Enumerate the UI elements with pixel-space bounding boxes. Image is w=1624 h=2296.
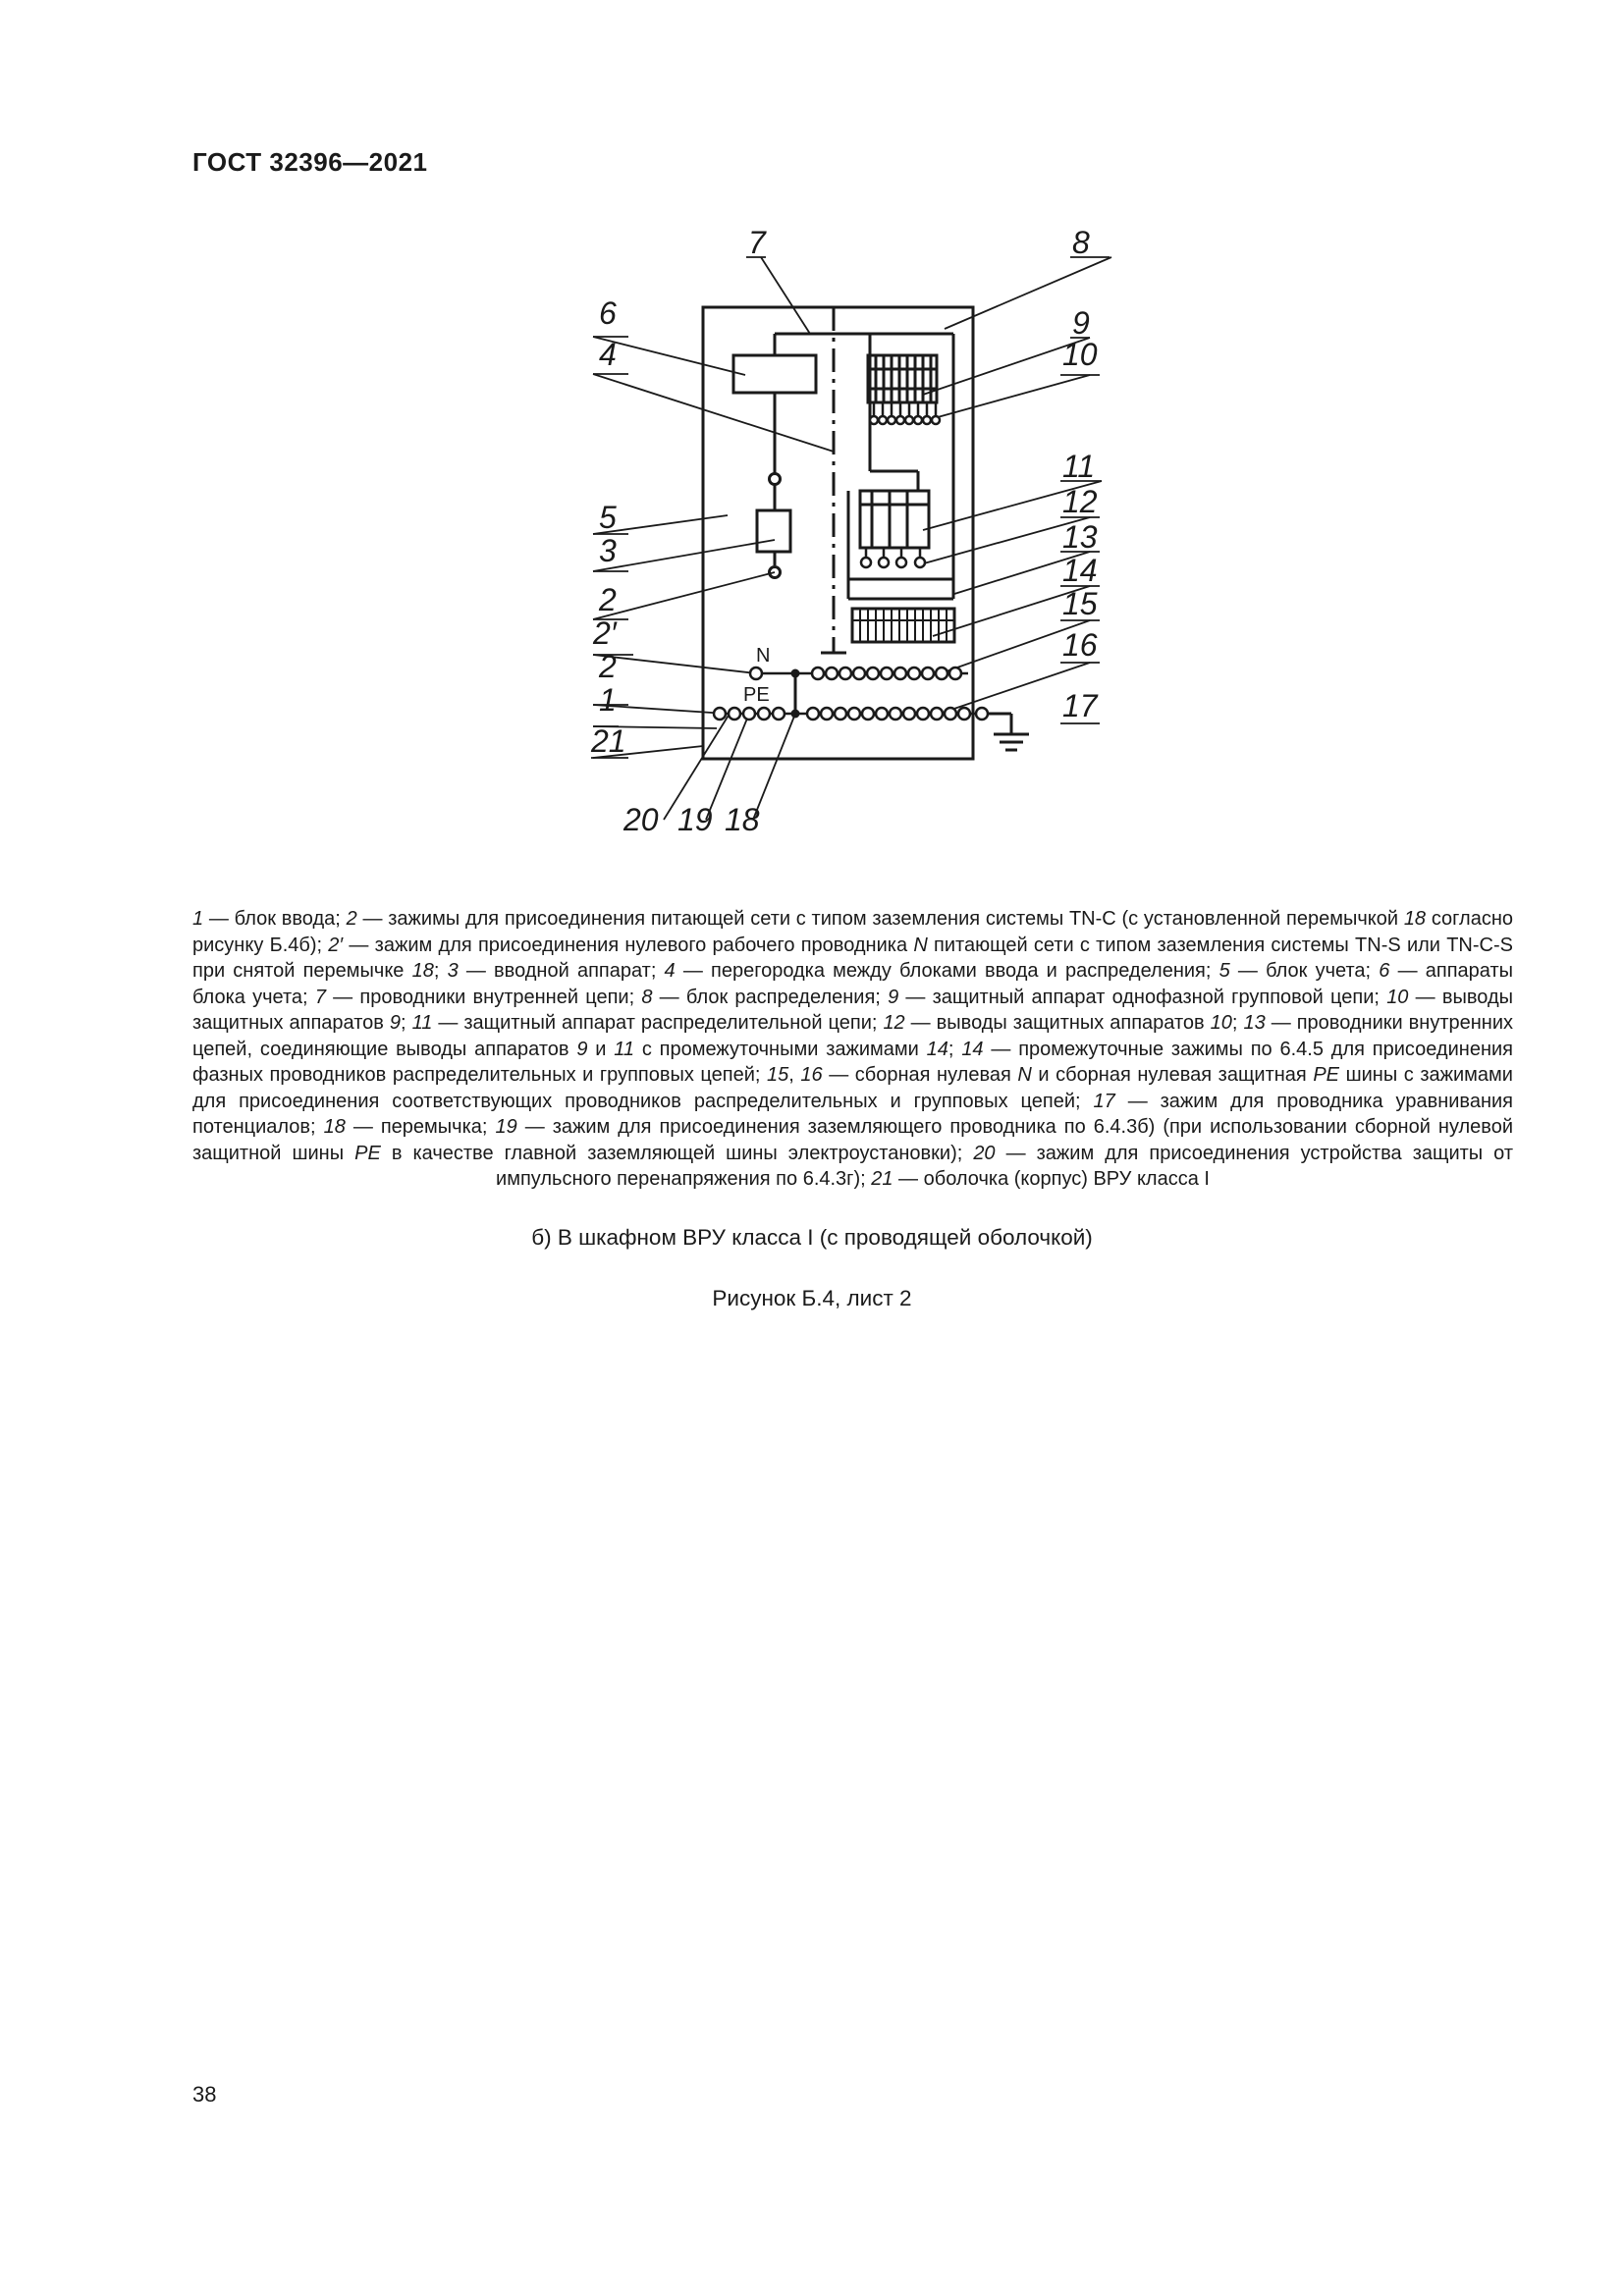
callout-12: 12: [1062, 484, 1098, 519]
legend-ref: 2: [346, 908, 357, 930]
group-breakers: [868, 355, 937, 402]
legend-text: — перемычка;: [345, 1116, 496, 1138]
legend-ref: 13: [1243, 1012, 1266, 1034]
legend-text: — сборная нулевая: [822, 1064, 1018, 1086]
callout-21: 21: [591, 723, 626, 759]
legend-text: ;: [1231, 1012, 1244, 1034]
legend-text: — блок распределения;: [652, 986, 889, 1008]
legend-ref: 15: [767, 1064, 789, 1086]
legend-text: ,: [788, 1064, 801, 1086]
legend-text: согласно рисунку Б.4б);: [192, 908, 1513, 956]
pe-terminal-label: PE: [743, 684, 770, 706]
figure-legend: [192, 906, 1513, 1193]
legend-text: — зажим для присоединения устройства защиты от импульсного перенапряжения по 6.4.3г);: [496, 1142, 1514, 1190]
legend-text: шины с зажимами для присоединения соответствующих проводников распределительных и групповых цепей;: [192, 1064, 1513, 1112]
legend-ref: 18: [411, 960, 434, 982]
legend-text: — зажим для присоединения заземляющего проводника по 6.4.3б) (при использовании сборной нулевой защитной шины: [192, 1116, 1513, 1164]
legend-text: — аппараты блока учета;: [192, 960, 1513, 1008]
legend-ref: 10: [1386, 986, 1409, 1008]
legend-text: с промежуточными зажимами: [634, 1038, 927, 1060]
legend-ref: 7: [314, 986, 326, 1008]
callout-13: 13: [1062, 519, 1098, 555]
wiring-diagram: [569, 216, 1119, 854]
legend-ref: 19: [495, 1116, 517, 1138]
callout-20: 20: [623, 802, 659, 837]
legend-text: — блок учета;: [1229, 960, 1380, 982]
callout-9: 9: [1072, 305, 1090, 341]
callout-2-bottom: 2: [599, 649, 617, 684]
meter-device: [733, 355, 816, 393]
legend-ref: 18: [323, 1116, 346, 1138]
legend-ref: 2′: [328, 934, 344, 956]
callout-2-prime: 2′: [593, 615, 617, 651]
legend-ref: 4: [664, 960, 676, 982]
legend-text: — блок ввода;: [203, 908, 347, 930]
callout-5: 5: [599, 500, 617, 535]
legend-text: — проводники внутренних цепей, соединяющие выводы аппаратов: [192, 1012, 1514, 1060]
callout-15: 15: [1062, 586, 1098, 621]
legend-text: ;: [947, 1038, 962, 1060]
legend-text: и сборная нулевая защитная: [1031, 1064, 1314, 1086]
callout-2-top: 2: [599, 582, 617, 617]
legend-ref: 9: [576, 1038, 588, 1060]
callout-8: 8: [1072, 225, 1090, 260]
legend-text: — защитный аппарат однофазной групповой цепи;: [898, 986, 1387, 1008]
legend-text: — перегородка между блоками ввода и распределения;: [675, 960, 1219, 982]
legend-text: ;: [401, 1012, 412, 1034]
legend-ref: N: [913, 934, 928, 956]
legend-text: в качестве главной заземляющей шины электроустановки);: [380, 1142, 974, 1164]
legend-text: питающей сети с типом заземления системы TN-S или TN-C-S при снятой перемычке: [192, 934, 1513, 982]
document-header: ГОСТ 32396—2021: [192, 147, 428, 177]
legend-text: и: [587, 1038, 615, 1060]
legend-ref: 11: [411, 1012, 433, 1034]
callout-11: 11: [1062, 449, 1096, 484]
page-number: 38: [192, 2082, 217, 2107]
callout-10: 10: [1062, 337, 1098, 372]
callout-18: 18: [725, 802, 760, 837]
legend-text: — зажимы для присоединения питающей сети с типом заземления системы TN-C (с установленной перемычкой: [356, 908, 1404, 930]
figure-caption: Рисунок Б.4, лист 2: [712, 1286, 912, 1310]
legend-ref: 10: [1210, 1012, 1232, 1034]
legend-ref: 6: [1379, 960, 1390, 982]
legend-ref: 9: [888, 986, 899, 1008]
legend-ref: 17: [1093, 1090, 1115, 1112]
callout-19: 19: [677, 802, 713, 837]
legend-text: — зажим для проводника уравнивания потенциалов;: [192, 1090, 1513, 1138]
legend-text: — выводы защитных аппаратов: [904, 1012, 1211, 1034]
legend-ref: 3: [447, 960, 459, 982]
legend-text: — оболочка (корпус) ВРУ класса I: [893, 1168, 1210, 1190]
legend-text: — зажим для присоединения нулевого рабочего проводника: [343, 934, 914, 956]
legend-ref: 14: [961, 1038, 984, 1060]
legend-ref: 16: [800, 1064, 823, 1086]
legend-ref: N: [1017, 1064, 1032, 1086]
legend-text: — защитный аппарат распределительной цепи;: [432, 1012, 884, 1034]
legend-ref: 20: [973, 1142, 996, 1164]
main-switch: [757, 510, 790, 552]
legend-ref: 18: [1403, 908, 1427, 930]
callout-6: 6: [599, 295, 617, 331]
callout-17: 17: [1062, 688, 1098, 723]
legend-ref: 11: [614, 1038, 635, 1060]
legend-ref: 14: [926, 1038, 948, 1060]
legend-ref: PE: [354, 1142, 381, 1164]
legend-ref: 5: [1218, 960, 1230, 982]
figure-subcaption: б) В шкафном ВРУ класса I (с проводящей оболочкой): [531, 1225, 1093, 1250]
legend-ref: PE: [1313, 1064, 1340, 1086]
callout-16: 16: [1062, 627, 1098, 663]
callout-14: 14: [1062, 553, 1098, 588]
legend-ref: 8: [641, 986, 653, 1008]
callout-4: 4: [599, 337, 617, 372]
legend-text: — выводы защитных аппаратов: [192, 986, 1513, 1034]
legend-text: — проводники внутренней цепи;: [325, 986, 642, 1008]
legend-text: — вводной аппарат;: [458, 960, 665, 982]
legend-ref: 1: [192, 908, 204, 930]
callout-7: 7: [748, 225, 766, 260]
legend-text: ;: [433, 960, 448, 982]
callout-3: 3: [599, 533, 617, 568]
callout-1: 1: [599, 682, 617, 718]
legend-ref: 21: [871, 1168, 893, 1190]
legend-text: — промежуточные зажимы по 6.4.5 для присоединения фазных проводников распределительных и групповых цепей;: [192, 1038, 1513, 1086]
n-terminal-label: N: [756, 645, 771, 667]
legend-ref: 12: [883, 1012, 905, 1034]
legend-ref: 9: [389, 1012, 402, 1034]
